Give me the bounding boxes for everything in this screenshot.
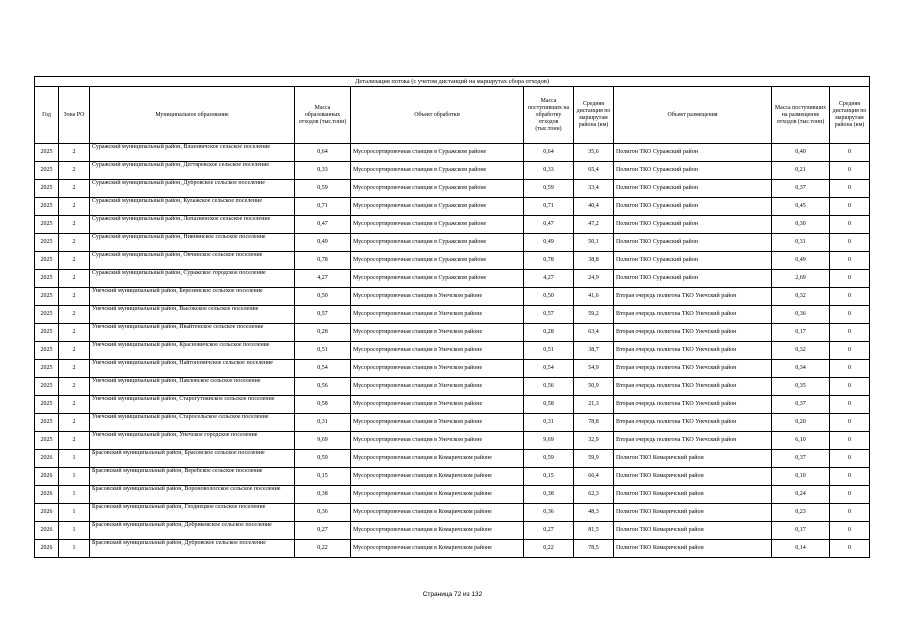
- avg-distance-placement-cell: 0: [830, 288, 870, 306]
- table-row: [35, 162, 870, 180]
- avg-distance-placement-cell: 0: [830, 360, 870, 378]
- avg-distance-placement-cell: 0: [830, 144, 870, 162]
- avg-distance-processing-cell: 65,4: [574, 162, 614, 180]
- year-cell: 2025: [35, 288, 59, 306]
- zone-cell: 2: [59, 180, 90, 198]
- avg-distance-processing-cell: 50,9: [574, 378, 614, 396]
- avg-distance-processing-cell: 48,3: [574, 504, 614, 522]
- table-row: [35, 180, 870, 198]
- municipality-cell: Унечский муниципальный район, Красновичское сельское поселение: [90, 342, 295, 360]
- mass-to-placement-cell: 0,37: [772, 450, 830, 468]
- mass-to-placement-cell: 0,23: [772, 504, 830, 522]
- municipality-cell: Унечский муниципальный район, Павловское сельское поселение: [90, 378, 295, 396]
- year-cell: 2026: [35, 450, 59, 468]
- table-row: [35, 432, 870, 450]
- placement-object-cell: Полигон ТКО Комаричский район: [614, 540, 772, 558]
- processing-object-cell: Мусоросортировочная станция в Суражском районе: [351, 270, 524, 288]
- placement-object-cell: Вторая очередь полигона ТКО Унечский район: [614, 360, 772, 378]
- table-row: [35, 288, 870, 306]
- zone-cell: 2: [59, 432, 90, 450]
- avg-distance-placement-cell: 0: [830, 414, 870, 432]
- mass-to-processing-cell: 0,56: [524, 378, 574, 396]
- zone-cell: 1: [59, 468, 90, 486]
- municipality-cell: Суражский муниципальный район, Кулажское сельское поселение: [90, 198, 295, 216]
- placement-object-cell: Полигон ТКО Суражский район: [614, 252, 772, 270]
- municipality-cell: Брасовский муниципальный район, Веребское сельское поселение: [90, 468, 295, 486]
- processing-object-cell: Мусоросортировочная станция в Комаричском районе: [351, 486, 524, 504]
- avg-distance-placement-cell: 0: [830, 162, 870, 180]
- placement-object-cell: Полигон ТКО Комаричский район: [614, 486, 772, 504]
- avg-distance-processing-cell: 50,1: [574, 234, 614, 252]
- mass-generated-cell: 0,28: [295, 324, 351, 342]
- avg-distance-processing-cell: 33,4: [574, 180, 614, 198]
- processing-object-cell: Мусоросортировочная станция в Унечском районе: [351, 306, 524, 324]
- municipality-cell: Суражский муниципальный район, Дегтяревское сельское поселение: [90, 162, 295, 180]
- table-row: [35, 234, 870, 252]
- mass-generated-cell: 0,78: [295, 252, 351, 270]
- mass-to-placement-cell: 0,17: [772, 324, 830, 342]
- processing-object-cell: Мусоросортировочная станция в Комаричском районе: [351, 504, 524, 522]
- avg-distance-placement-cell: 0: [830, 306, 870, 324]
- municipality-cell: Унечский муниципальный район, Найтоповичское сельское поселение: [90, 360, 295, 378]
- mass-to-placement-cell: 0,24: [772, 486, 830, 504]
- avg-distance-processing-cell: 47,2: [574, 216, 614, 234]
- mass-generated-cell: 0,36: [295, 504, 351, 522]
- zone-cell: 2: [59, 414, 90, 432]
- processing-object-cell: Мусоросортировочная станция в Комаричском районе: [351, 468, 524, 486]
- mass-to-placement-cell: 0,37: [772, 396, 830, 414]
- year-cell: 2025: [35, 252, 59, 270]
- avg-distance-placement-cell: 0: [830, 450, 870, 468]
- year-cell: 2025: [35, 378, 59, 396]
- avg-distance-processing-cell: 40,4: [574, 198, 614, 216]
- avg-distance-processing-cell: 59,9: [574, 450, 614, 468]
- zone-cell: 2: [59, 216, 90, 234]
- year-cell: 2025: [35, 162, 59, 180]
- avg-distance-placement-cell: 0: [830, 432, 870, 450]
- table-row: [35, 522, 870, 540]
- zone-cell: 1: [59, 540, 90, 558]
- mass-to-processing-cell: 0,15: [524, 468, 574, 486]
- mass-to-processing-cell: 0,33: [524, 162, 574, 180]
- processing-object-cell: Мусоросортировочная станция в Суражском районе: [351, 234, 524, 252]
- header-avg-distance-placement: Средняя дистанция по маршрутам района (км): [830, 87, 870, 144]
- zone-cell: 1: [59, 450, 90, 468]
- mass-to-placement-cell: 0,34: [772, 360, 830, 378]
- mass-generated-cell: 0,71: [295, 198, 351, 216]
- zone-cell: 2: [59, 306, 90, 324]
- zone-cell: 2: [59, 288, 90, 306]
- mass-to-processing-cell: 0,38: [524, 486, 574, 504]
- mass-to-placement-cell: 0,32: [772, 288, 830, 306]
- table-body: [35, 144, 870, 558]
- mass-generated-cell: 0,38: [295, 486, 351, 504]
- year-cell: 2025: [35, 270, 59, 288]
- table-row: [35, 324, 870, 342]
- zone-cell: 2: [59, 270, 90, 288]
- mass-to-placement-cell: 0,40: [772, 144, 830, 162]
- header-mass-to-processing: Масса поступивших на обработку отходов (тыс.тонн): [524, 87, 574, 144]
- mass-to-processing-cell: 0,51: [524, 342, 574, 360]
- placement-object-cell: Вторая очередь полигона ТКО Унечский район: [614, 432, 772, 450]
- municipality-cell: Брасовский муниципальный район, Дубровское сельское поселение: [90, 540, 295, 558]
- processing-object-cell: Мусоросортировочная станция в Унечском районе: [351, 342, 524, 360]
- mass-to-processing-cell: 0,49: [524, 234, 574, 252]
- municipality-cell: Суражский муниципальный район, Нивнянское сельское поселение: [90, 234, 295, 252]
- municipality-cell: Брасовский муниципальный район, Вороновологское сельское поселение: [90, 486, 295, 504]
- avg-distance-processing-cell: 59,2: [574, 306, 614, 324]
- mass-generated-cell: 0,27: [295, 522, 351, 540]
- mass-generated-cell: 0,33: [295, 162, 351, 180]
- year-cell: 2025: [35, 198, 59, 216]
- mass-to-processing-cell: 0,58: [524, 396, 574, 414]
- mass-generated-cell: 0,15: [295, 468, 351, 486]
- avg-distance-processing-cell: 32,9: [574, 432, 614, 450]
- avg-distance-placement-cell: 0: [830, 198, 870, 216]
- mass-to-placement-cell: 0,10: [772, 468, 830, 486]
- mass-generated-cell: 0,54: [295, 360, 351, 378]
- processing-object-cell: Мусоросортировочная станция в Комаричском районе: [351, 540, 524, 558]
- placement-object-cell: Вторая очередь полигона ТКО Унечский район: [614, 306, 772, 324]
- processing-object-cell: Мусоросортировочная станция в Суражском районе: [351, 198, 524, 216]
- year-cell: 2025: [35, 216, 59, 234]
- mass-generated-cell: 0,51: [295, 342, 351, 360]
- processing-object-cell: Мусоросортировочная станция в Суражском районе: [351, 162, 524, 180]
- mass-generated-cell: 0,57: [295, 306, 351, 324]
- year-cell: 2025: [35, 360, 59, 378]
- placement-object-cell: Полигон ТКО Комаричский район: [614, 450, 772, 468]
- mass-to-processing-cell: 9,69: [524, 432, 574, 450]
- year-cell: 2025: [35, 342, 59, 360]
- zone-cell: 2: [59, 144, 90, 162]
- avg-distance-placement-cell: 0: [830, 324, 870, 342]
- municipality-cell: Унечский муниципальный район, Унечское городское поселение: [90, 432, 295, 450]
- mass-to-placement-cell: 0,31: [772, 234, 830, 252]
- year-cell: 2025: [35, 324, 59, 342]
- mass-to-processing-cell: 0,27: [524, 522, 574, 540]
- header-year: Год: [35, 87, 59, 144]
- mass-to-placement-cell: 0,21: [772, 162, 830, 180]
- mass-to-placement-cell: 0,17: [772, 522, 830, 540]
- placement-object-cell: Вторая очередь полигона ТКО Унечский район: [614, 324, 772, 342]
- mass-to-processing-cell: 0,31: [524, 414, 574, 432]
- mass-generated-cell: 0,50: [295, 288, 351, 306]
- zone-cell: 2: [59, 360, 90, 378]
- mass-to-placement-cell: 0,49: [772, 252, 830, 270]
- municipality-cell: Суражский муниципальный район, Суражское городское поселение: [90, 270, 295, 288]
- municipality-cell: Унечский муниципальный район, Березинское сельское поселение: [90, 288, 295, 306]
- mass-to-processing-cell: 0,28: [524, 324, 574, 342]
- avg-distance-processing-cell: 81,5: [574, 522, 614, 540]
- year-cell: 2026: [35, 522, 59, 540]
- table-row: [35, 504, 870, 522]
- mass-to-placement-cell: 0,35: [772, 378, 830, 396]
- processing-object-cell: Мусоросортировочная станция в Унечском районе: [351, 360, 524, 378]
- mass-to-placement-cell: 0,14: [772, 540, 830, 558]
- mass-to-placement-cell: 2,69: [772, 270, 830, 288]
- placement-object-cell: Полигон ТКО Суражский район: [614, 216, 772, 234]
- municipality-cell: Суражский муниципальный район, Лопазненское сельское поселение: [90, 216, 295, 234]
- municipality-cell: Унечский муниципальный район, Старогутнянское сельское поселение: [90, 396, 295, 414]
- mass-generated-cell: 0,56: [295, 378, 351, 396]
- header-processing-object: Объект обработки: [351, 87, 524, 144]
- processing-object-cell: Мусоросортировочная станция в Суражском районе: [351, 144, 524, 162]
- table-row: [35, 342, 870, 360]
- processing-object-cell: Мусоросортировочная станция в Унечском районе: [351, 396, 524, 414]
- municipality-cell: Суражский муниципальный район, Дубровское сельское поселение: [90, 180, 295, 198]
- placement-object-cell: Полигон ТКО Суражский район: [614, 198, 772, 216]
- mass-to-placement-cell: 0,20: [772, 414, 830, 432]
- avg-distance-processing-cell: 24,9: [574, 270, 614, 288]
- zone-cell: 1: [59, 522, 90, 540]
- avg-distance-placement-cell: 0: [830, 216, 870, 234]
- mass-to-processing-cell: 0,22: [524, 540, 574, 558]
- mass-to-placement-cell: 0,37: [772, 180, 830, 198]
- mass-generated-cell: 0,49: [295, 234, 351, 252]
- avg-distance-placement-cell: 0: [830, 378, 870, 396]
- table-row: [35, 216, 870, 234]
- table-row: [35, 378, 870, 396]
- processing-object-cell: Мусоросортировочная станция в Комаричском районе: [351, 450, 524, 468]
- avg-distance-processing-cell: 54,9: [574, 360, 614, 378]
- table-row: [35, 360, 870, 378]
- zone-cell: 2: [59, 342, 90, 360]
- zone-cell: 2: [59, 162, 90, 180]
- mass-generated-cell: 0,22: [295, 540, 351, 558]
- table-row: [35, 540, 870, 558]
- mass-to-processing-cell: 0,59: [524, 450, 574, 468]
- table-row: [35, 270, 870, 288]
- year-cell: 2025: [35, 144, 59, 162]
- mass-to-processing-cell: 0,36: [524, 504, 574, 522]
- processing-object-cell: Мусоросортировочная станция в Суражском районе: [351, 180, 524, 198]
- mass-to-processing-cell: 0,71: [524, 198, 574, 216]
- avg-distance-placement-cell: 0: [830, 468, 870, 486]
- zone-cell: 2: [59, 252, 90, 270]
- mass-generated-cell: 0,47: [295, 216, 351, 234]
- mass-generated-cell: 0,59: [295, 450, 351, 468]
- municipality-cell: Унечский муниципальный район, Ивайтенское сельское поселение: [90, 324, 295, 342]
- placement-object-cell: Полигон ТКО Суражский район: [614, 144, 772, 162]
- avg-distance-placement-cell: 0: [830, 486, 870, 504]
- avg-distance-placement-cell: 0: [830, 180, 870, 198]
- avg-distance-placement-cell: 0: [830, 396, 870, 414]
- header-zone: Зона РО: [59, 87, 90, 144]
- mass-to-processing-cell: 4,27: [524, 270, 574, 288]
- processing-object-cell: Мусоросортировочная станция в Унечском районе: [351, 378, 524, 396]
- mass-generated-cell: 0,58: [295, 396, 351, 414]
- mass-to-processing-cell: 0,59: [524, 180, 574, 198]
- header-placement-object: Объект размещения: [614, 87, 772, 144]
- placement-object-cell: Вторая очередь полигона ТКО Унечский район: [614, 342, 772, 360]
- avg-distance-processing-cell: 63,4: [574, 324, 614, 342]
- mass-to-processing-cell: 0,54: [524, 360, 574, 378]
- zone-cell: 2: [59, 396, 90, 414]
- zone-cell: 1: [59, 486, 90, 504]
- municipality-cell: Унечский муниципальный район, Высокское сельское поселение: [90, 306, 295, 324]
- processing-object-cell: Мусоросортировочная станция в Суражском районе: [351, 216, 524, 234]
- municipality-cell: Унечский муниципальный район, Старосельское сельское поселение: [90, 414, 295, 432]
- placement-object-cell: Вторая очередь полигона ТКО Унечский район: [614, 288, 772, 306]
- processing-object-cell: Мусоросортировочная станция в Унечском районе: [351, 288, 524, 306]
- avg-distance-processing-cell: 21,3: [574, 396, 614, 414]
- placement-object-cell: Полигон ТКО Суражский район: [614, 234, 772, 252]
- mass-to-processing-cell: 0,57: [524, 306, 574, 324]
- year-cell: 2026: [35, 504, 59, 522]
- table-title: Детализация потока (с учетом дистанций на маршрутах сбора отходов): [35, 77, 870, 87]
- mass-to-placement-cell: 0,45: [772, 198, 830, 216]
- processing-object-cell: Мусоросортировочная станция в Унечском районе: [351, 324, 524, 342]
- avg-distance-placement-cell: 0: [830, 252, 870, 270]
- page-number: Страница 72 из 132: [422, 591, 483, 598]
- mass-to-processing-cell: 0,64: [524, 144, 574, 162]
- municipality-cell: Суражский муниципальный район, Овчинское сельское поселение: [90, 252, 295, 270]
- zone-cell: 2: [59, 198, 90, 216]
- year-cell: 2025: [35, 180, 59, 198]
- placement-object-cell: Полигон ТКО Комаричский район: [614, 522, 772, 540]
- mass-to-placement-cell: 0,36: [772, 306, 830, 324]
- municipality-cell: Брасовский муниципальный район, Брасовское сельское поселение: [90, 450, 295, 468]
- mass-generated-cell: 0,64: [295, 144, 351, 162]
- mass-generated-cell: 4,27: [295, 270, 351, 288]
- zone-cell: 2: [59, 234, 90, 252]
- table-row: [35, 198, 870, 216]
- table-row: [35, 252, 870, 270]
- header-avg-distance-processing: Средняя дистанция по маршрутам района (км): [574, 87, 614, 144]
- zone-cell: 2: [59, 378, 90, 396]
- mass-generated-cell: 0,31: [295, 414, 351, 432]
- placement-object-cell: Полигон ТКО Суражский район: [614, 162, 772, 180]
- table-row: [35, 396, 870, 414]
- placement-object-cell: Полигон ТКО Суражский район: [614, 270, 772, 288]
- zone-cell: 2: [59, 324, 90, 342]
- placement-object-cell: Вторая очередь полигона ТКО Унечский район: [614, 414, 772, 432]
- header-municipality: Муниципальное образование: [90, 87, 295, 144]
- mass-to-processing-cell: 0,47: [524, 216, 574, 234]
- avg-distance-placement-cell: 0: [830, 504, 870, 522]
- zone-cell: 1: [59, 504, 90, 522]
- placement-object-cell: Полигон ТКО Комаричский район: [614, 504, 772, 522]
- avg-distance-placement-cell: 0: [830, 234, 870, 252]
- header-mass-to-placement: Масса поступивших на размещение отходов (тыс.тонн): [772, 87, 830, 144]
- placement-object-cell: Вторая очередь полигона ТКО Унечский район: [614, 396, 772, 414]
- table-row: [35, 486, 870, 504]
- avg-distance-placement-cell: 0: [830, 522, 870, 540]
- year-cell: 2025: [35, 234, 59, 252]
- avg-distance-processing-cell: 78,5: [574, 540, 614, 558]
- municipality-cell: Суражский муниципальный район, Влазовичское сельское поселение: [90, 144, 295, 162]
- table-row: [35, 144, 870, 162]
- avg-distance-placement-cell: 0: [830, 270, 870, 288]
- year-cell: 2025: [35, 432, 59, 450]
- table-row: [35, 468, 870, 486]
- avg-distance-processing-cell: 38,7: [574, 342, 614, 360]
- year-cell: 2026: [35, 540, 59, 558]
- year-cell: 2025: [35, 396, 59, 414]
- municipality-cell: Брасовский муниципальный район, Глоднецкое сельское поселение: [90, 504, 295, 522]
- avg-distance-processing-cell: 66,4: [574, 468, 614, 486]
- placement-object-cell: Полигон ТКО Комаричский район: [614, 468, 772, 486]
- avg-distance-processing-cell: 78,8: [574, 414, 614, 432]
- mass-to-placement-cell: 0,30: [772, 216, 830, 234]
- processing-object-cell: Мусоросортировочная станция в Унечском районе: [351, 432, 524, 450]
- avg-distance-processing-cell: 38,8: [574, 252, 614, 270]
- avg-distance-processing-cell: 35,6: [574, 144, 614, 162]
- mass-generated-cell: 0,59: [295, 180, 351, 198]
- year-cell: 2026: [35, 468, 59, 486]
- processing-object-cell: Мусоросортировочная станция в Суражском районе: [351, 252, 524, 270]
- mass-to-processing-cell: 0,50: [524, 288, 574, 306]
- mass-to-placement-cell: 0,32: [772, 342, 830, 360]
- mass-to-placement-cell: 6,10: [772, 432, 830, 450]
- processing-object-cell: Мусоросортировочная станция в Унечском районе: [351, 414, 524, 432]
- municipality-cell: Брасовский муниципальный район, Добриковское сельское поселение: [90, 522, 295, 540]
- mass-to-processing-cell: 0,78: [524, 252, 574, 270]
- year-cell: 2025: [35, 306, 59, 324]
- table-row: [35, 414, 870, 432]
- avg-distance-processing-cell: 41,6: [574, 288, 614, 306]
- table-row: [35, 450, 870, 468]
- year-cell: 2026: [35, 486, 59, 504]
- avg-distance-processing-cell: 62,3: [574, 486, 614, 504]
- placement-object-cell: Полигон ТКО Суражский район: [614, 180, 772, 198]
- year-cell: 2025: [35, 414, 59, 432]
- waste-flow-table: [34, 76, 870, 558]
- avg-distance-placement-cell: 0: [830, 540, 870, 558]
- header-mass-generated: Масса образованных отходов (тыс.тонн): [295, 87, 351, 144]
- processing-object-cell: Мусоросортировочная станция в Комаричском районе: [351, 522, 524, 540]
- avg-distance-placement-cell: 0: [830, 342, 870, 360]
- table-row: [35, 306, 870, 324]
- placement-object-cell: Вторая очередь полигона ТКО Унечский район: [614, 378, 772, 396]
- mass-generated-cell: 9,69: [295, 432, 351, 450]
